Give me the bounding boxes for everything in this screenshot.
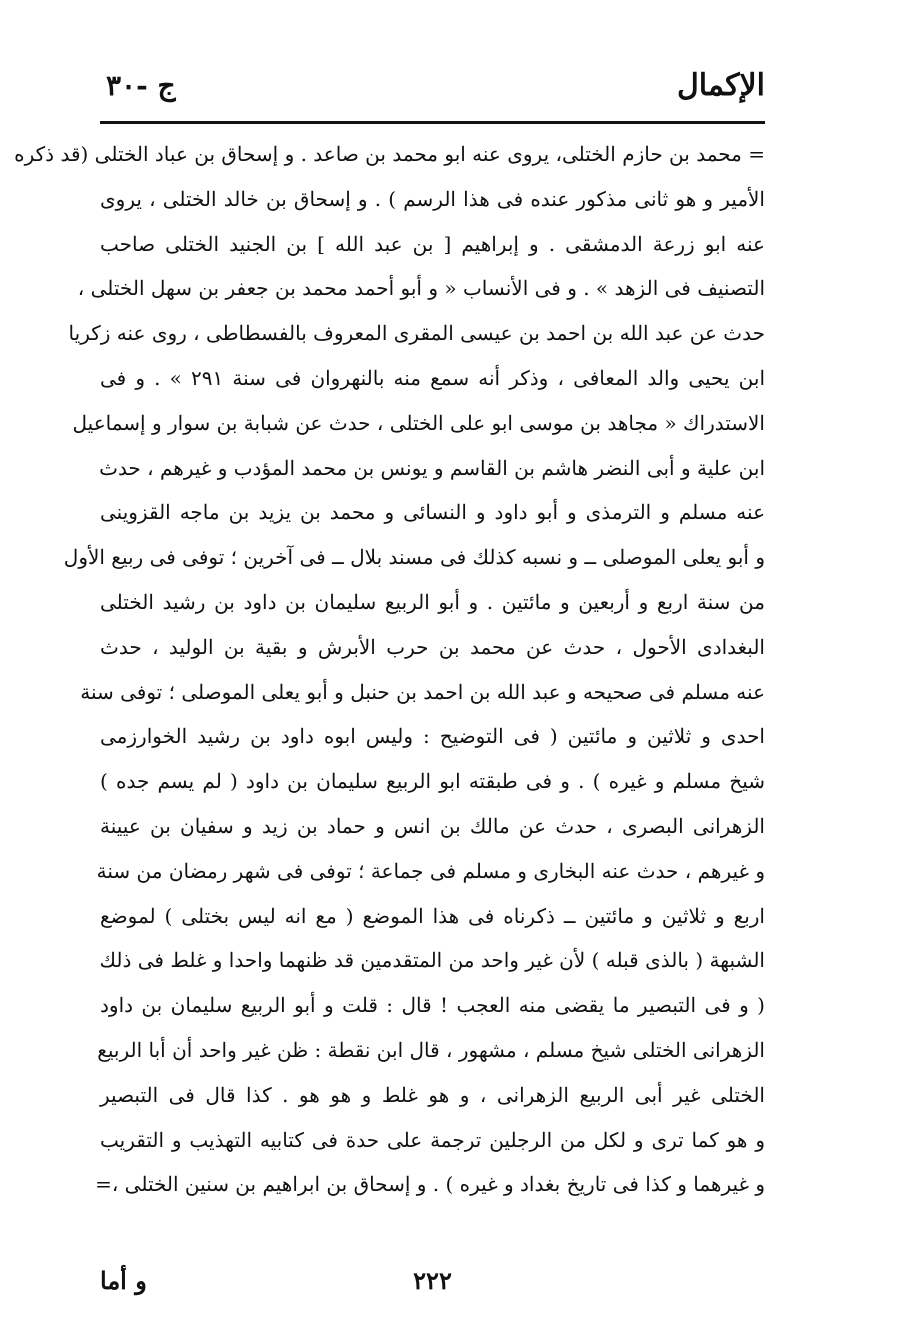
text-line: الاستدراك « مجاهد بن موسى ابو على الختلى ، حدث عن شبابة بن سوار و إسماعيل <box>72 410 765 435</box>
text-line: عنه مسلم و الترمذى و أبو داود و النسائى و محمد بن يزيد بن ماجه القزوينى <box>100 500 765 525</box>
book-title: الإكمال <box>676 68 765 103</box>
catchword: و أما <box>100 1266 147 1295</box>
volume-number: ج -٣٠ <box>106 69 176 102</box>
text-line: عنه مسلم فى صحيحه و عبد الله بن احمد بن حنبل و أبو يعلى الموصلى ؛ توفى سنة <box>80 679 765 704</box>
text-line: احدى و ثلاثين و مائتين ( فى التوضيح : وليس ابوه داود بن رشيد الخوارزمى <box>100 724 765 749</box>
text-line: عنه ابو زرعة الدمشقى . و إبراهيم [ بن عبد الله ] بن الجنيد الختلى صاحب <box>100 231 765 256</box>
text-line: اربع و ثلاثين و مائتين ــ ذكرناه فى هذا الموضع ( مع انه ليس بختلى ) لموضع <box>100 903 765 928</box>
text-line: الختلى غير أبى الربيع الزهرانى ، و هو غلط و هو هو . كذا قال فى التبصير <box>100 1082 765 1107</box>
text-line: و غيرهم ، حدث عنه البخارى و مسلم فى جماعة ؛ توفى فى شهر رمضان من سنة <box>96 858 765 883</box>
page-number: ٢٢٢ <box>413 1266 452 1295</box>
body-text <box>14 132 766 1207</box>
text-line: و أبو يعلى الموصلى ــ و نسبه كذلك فى مسند بلال ــ فى آخرين ؛ توفى فى ربيع الأول <box>63 545 765 570</box>
text-line: حدث عن عبد الله بن احمد بن عيسى المقرى المعروف بالفسطاطى ، روى عنه زكريا <box>68 321 765 346</box>
header-rule <box>100 121 765 124</box>
text-line: = محمد بن حازم الختلى، يروى عنه ابو محمد بن صاعد . و إسحاق بن عباد الختلى (قد ذكره <box>14 142 765 166</box>
text-line: ( و فى التبصير ما يقضى منه العجب ! قال : قلت و أبو الربيع سليمان بن داود <box>100 993 765 1018</box>
text-line: من سنة اربع و أربعين و مائتين . و أبو الربيع سليمان بن داود بن رشيد الختلى <box>100 589 765 614</box>
text-line: البغدادى الأحول ، حدث عن محمد بن حرب الأبرش و بقية بن الوليد ، حدث <box>100 634 765 659</box>
text-line: و غيرهما و كذا فى تاريخ بغداد و غيره ) . و إسحاق بن ابراهيم بن سنين الختلى ،= <box>95 1172 765 1197</box>
text-line: و هو كما ترى و لكل من الرجلين ترجمة على حدة فى كتابيه التهذيب و التقريب <box>100 1127 765 1152</box>
text-line: ابن يحيى والد المعافى ، وذكر أنه سمع منه بالنهروان فى سنة ٢٩١ » . و فى <box>100 365 766 390</box>
text-line: التصنيف فى الزهد » . و فى الأنساب « و أبو أحمد محمد بن جعفر بن سهل الختلى ، <box>77 276 765 301</box>
text-line: الشبهة ( بالذى قبله ) لأن غير واحد من المتقدمين قد ظنهما واحدا و غلط فى ذلك <box>99 948 765 973</box>
text-line: الزهرانى الختلى شيخ مسلم ، مشهور ، قال ابن نقطة : ظن غير واحد أن أبا الربيع <box>97 1037 765 1062</box>
text-line: ابن علية و أبى النضر هاشم بن القاسم و يونس بن محمد المؤدب و غيرهم ، حدث <box>99 455 765 480</box>
page-header <box>100 66 765 110</box>
text-line: شيخ مسلم و غيره ) . و فى طبقته ابو الربيع سليمان بن داود ( لم يسم جده ) <box>100 769 765 794</box>
text-line: الزهرانى البصرى ، حدث عن مالك بن انس و حماد بن زيد و سفيان بن عيينة <box>100 813 765 838</box>
text-line: الأمير و هو ثانى مذكور عنده فى هذا الرسم ) . و إسحاق بن خالد الختلى ، يروى <box>100 186 765 211</box>
page-footer <box>100 1256 765 1306</box>
